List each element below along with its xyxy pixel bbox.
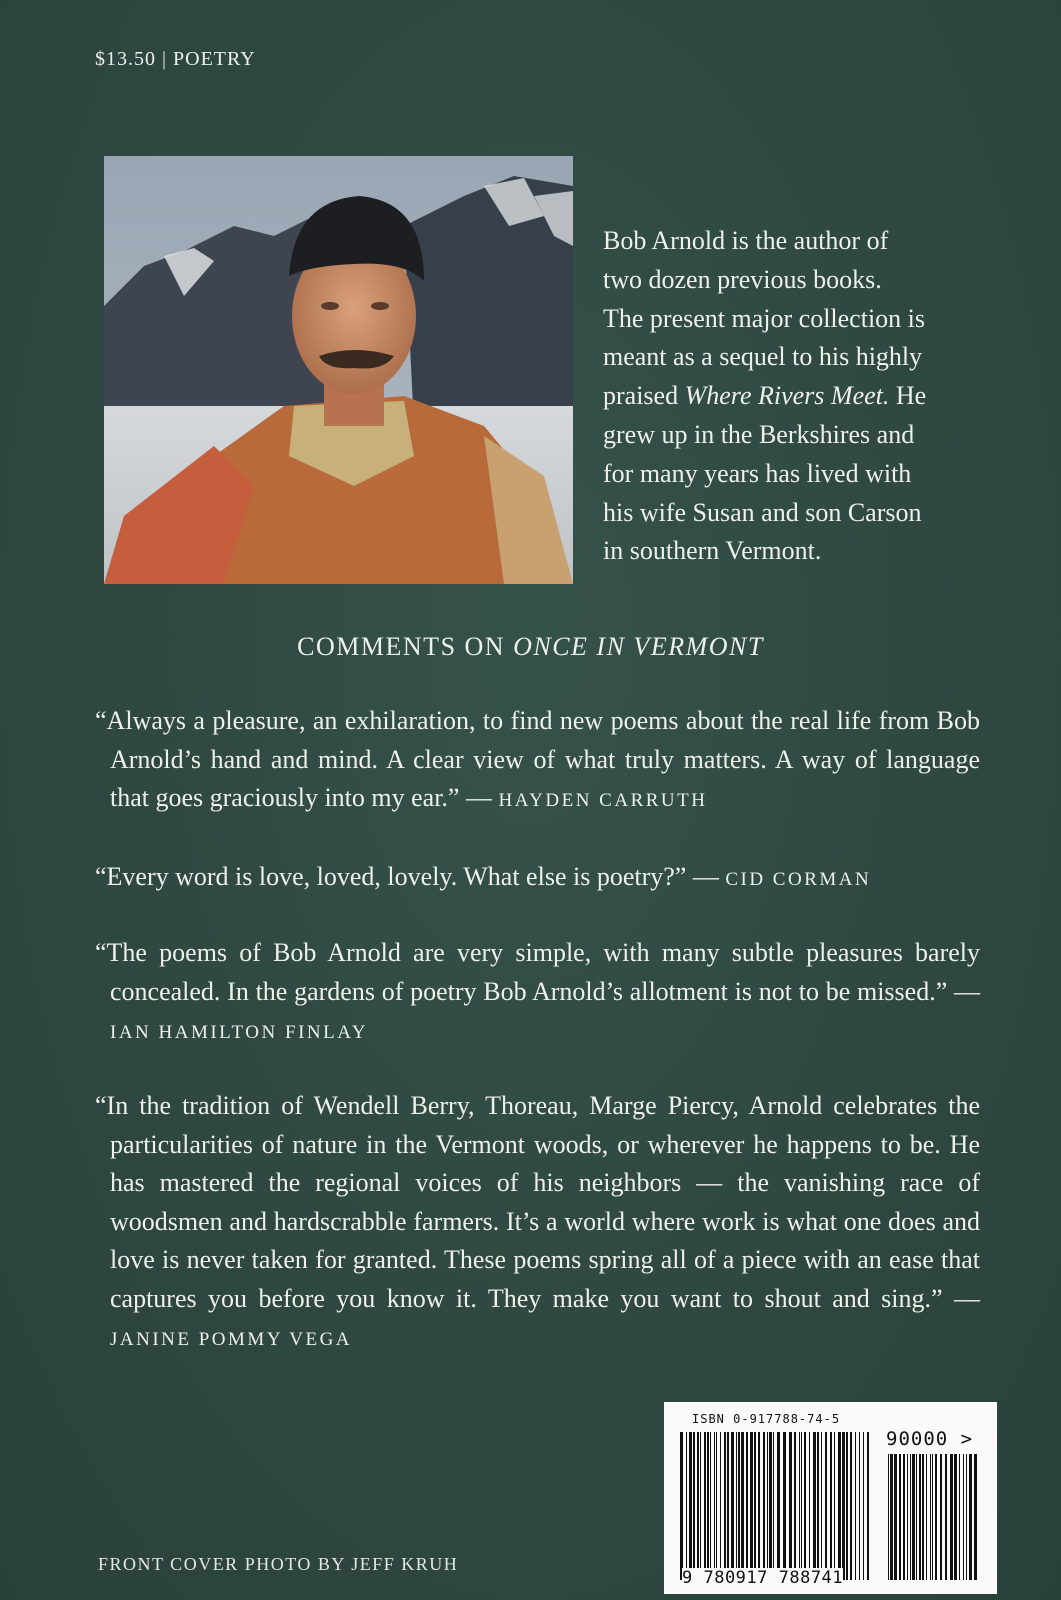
blurb-quote	[95, 858, 980, 900]
quote-dash: —	[459, 783, 499, 812]
author-photo	[104, 156, 573, 584]
bio-line: He	[895, 381, 927, 411]
isbn-barcode	[664, 1402, 997, 1594]
ean-barcode-bars	[678, 1432, 872, 1580]
bio-line: grew up in the Berkshires and	[603, 419, 915, 449]
price-code: 90000 >	[886, 1428, 974, 1450]
bio-line: his wife Susan and son Carson	[603, 497, 922, 527]
quote-attribution: IAN HAMILTON FINLAY	[110, 1022, 368, 1043]
book-title-where-rivers-meet: Where Rivers Meet.	[684, 381, 890, 411]
bio-line: two dozen previous books.	[603, 264, 882, 294]
quote-attribution: JANINE POMMY VEGA	[110, 1329, 353, 1350]
separator: |	[162, 48, 168, 70]
ean-digits: 9 780917 788741	[682, 1568, 844, 1588]
bio-line: praised	[603, 381, 679, 411]
comments-heading	[0, 632, 1061, 662]
quote-text: “Every word is love, loved, lovely. What else is poetry?”	[95, 862, 687, 891]
cover-photo-credit: FRONT COVER PHOTO BY JEFF KRUH	[98, 1554, 459, 1574]
quote-dash: —	[686, 862, 726, 891]
quote-dash: —	[947, 976, 981, 1006]
quote-text: “Always a pleasure, an exhilaration, to find new poems about the real life from Bob Arnold’s hand and mind. A clear view of what truly matters. A way of language that goes graciously into my ear.”	[95, 706, 980, 812]
blurb-quote	[95, 1087, 980, 1360]
author-bio	[603, 222, 983, 571]
addon-barcode-bars	[886, 1454, 978, 1580]
category: POETRY	[173, 48, 256, 70]
quote-attribution: HAYDEN CARRUTH	[498, 790, 708, 811]
bio-line: meant as a sequel to his highly	[603, 342, 923, 372]
comments-heading-title: ONCE IN VERMONT	[513, 632, 764, 661]
blurb-quote	[95, 934, 980, 1053]
bio-line: in southern Vermont.	[603, 536, 822, 566]
isbn-label: ISBN 0-917788-74-5	[692, 1412, 841, 1426]
quote-text: “In the tradition of Wendell Berry, Thoreau, Marge Piercy, Arnold celebrates the particularities of nature in the Vermont woods, or wherever he happens to be. He has mastered the regional voices of his neighbors — the vanishing race of woodsmen and hardscrabble farmers. It’s a world where work is what one does and love is never taken for granted. These poems spring all of a piece with an ease that captures you before you know it. They make you want to shout and sing.”	[95, 1091, 980, 1313]
quote-attribution: CID CORMAN	[725, 869, 872, 890]
quote-text: “The poems of Bob Arnold are very simple, with many subtle pleasures barely concealed. In the gardens of poetry Bob Arnold’s allotment is not to be missed.”	[95, 938, 980, 1006]
bio-line: The present major collection is	[603, 303, 926, 333]
price: $13.50	[95, 48, 156, 70]
bio-line: Bob Arnold is the author of	[603, 226, 889, 255]
comments-heading-prefix: COMMENTS ON	[297, 632, 506, 661]
bio-line: for many years has lived with	[603, 458, 912, 488]
quote-dash: —	[942, 1283, 981, 1313]
blurb-quote	[95, 702, 980, 821]
price-category-line	[95, 48, 256, 71]
